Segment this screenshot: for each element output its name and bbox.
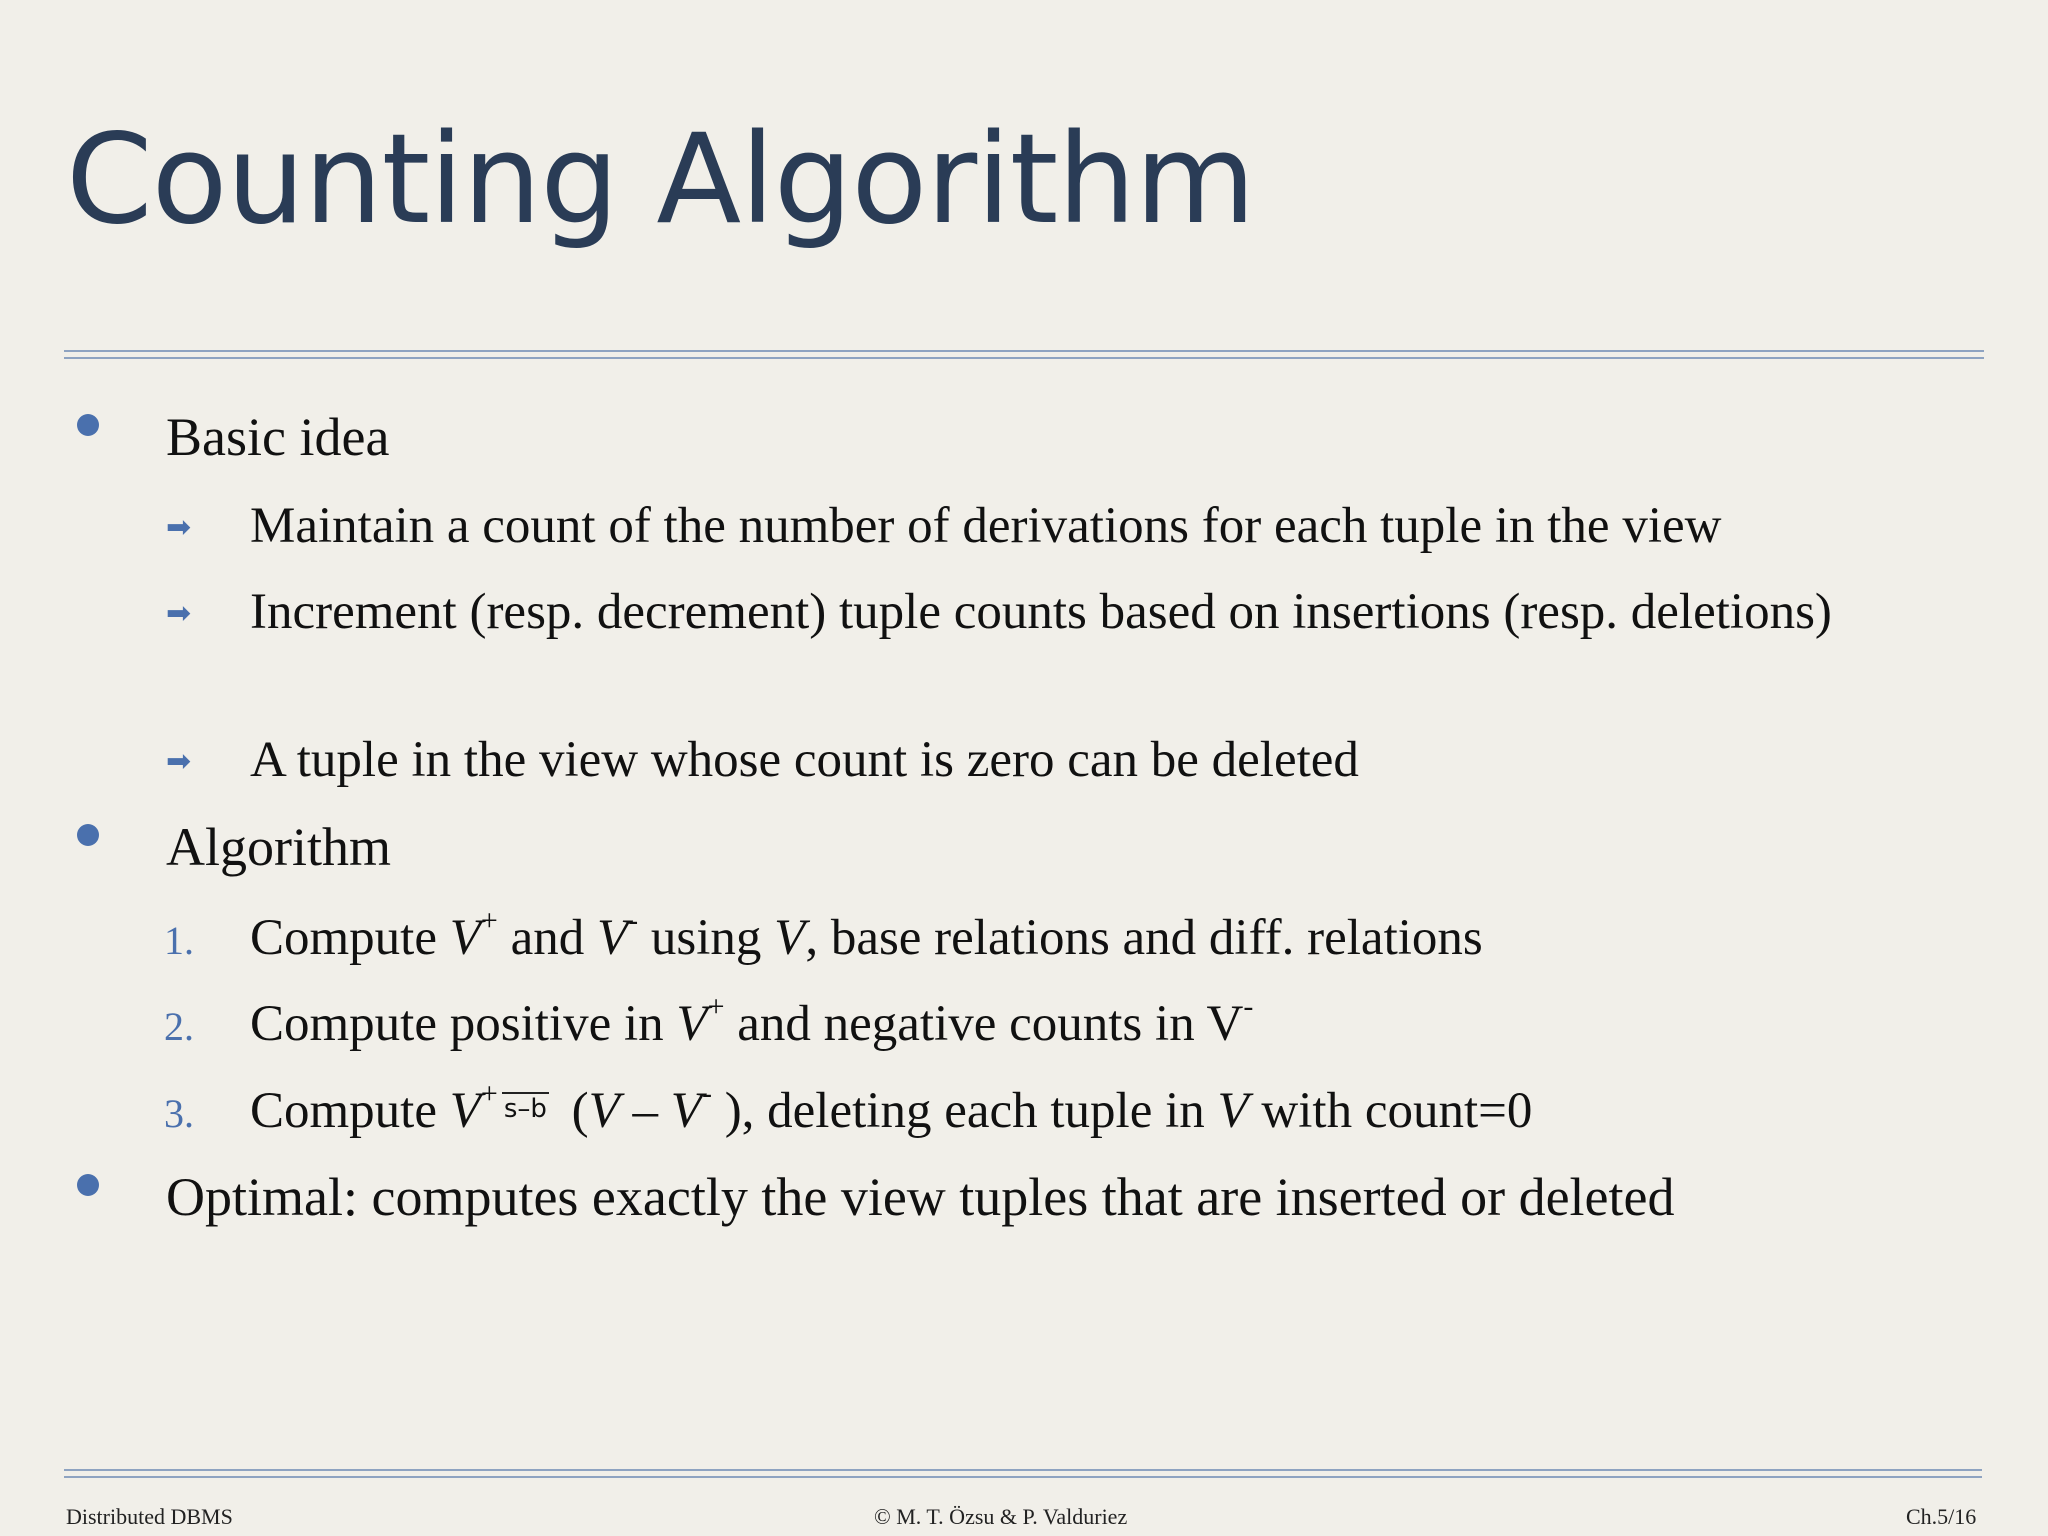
sub-bullet-delete-zero: A tuple in the view whose count is zero can be deleted (250, 732, 1359, 788)
bullet-dot-icon (77, 824, 99, 846)
arrow-bullet-icon: ➡ (166, 596, 192, 631)
title-rule-bottom (64, 357, 1984, 359)
footer-rule-top (64, 1469, 1982, 1471)
bullet-basic-idea: Basic idea (166, 407, 390, 467)
bullet-dot-icon (77, 414, 99, 436)
title-rule-top (64, 350, 1984, 352)
algorithm-step-1: Compute V+ and V- using V, base relations and diff. relations (250, 904, 1483, 966)
sub-bullet-maintain-count: Maintain a count of the number of derivations for each tuple in the view (250, 498, 1722, 554)
sub-bullet-increment-counts: Increment (resp. decrement) tuple counts based on insertions (resp. deletions) (250, 584, 1832, 640)
slide-title: Counting Algorithm (66, 108, 1255, 252)
footer-rule-bottom (64, 1476, 1982, 1478)
algorithm-step-2: Compute positive in V+ and negative counts in V- (250, 990, 1254, 1052)
footer-course: Distributed DBMS (66, 1504, 233, 1529)
step-number: 3. (164, 1091, 194, 1136)
bullet-optimal: Optimal: computes exactly the view tuples that are inserted or deleted (166, 1167, 1675, 1227)
step-number: 2. (164, 1004, 194, 1049)
bullet-algorithm: Algorithm (166, 817, 391, 877)
step-number: 1. (164, 918, 194, 963)
footer-page-number: Ch.5/16 (1906, 1504, 1977, 1529)
arrow-bullet-icon: ➡ (166, 744, 192, 779)
bullet-dot-icon (77, 1174, 99, 1196)
arrow-bullet-icon: ➡ (166, 510, 192, 545)
semijoin-operator: s–b (503, 1094, 547, 1124)
footer-copyright: © M. T. Özsu & P. Valduriez (874, 1504, 1128, 1529)
algorithm-step-3: Compute V+ s–b (V – V- ), deleting each tuple in V with count=0 (250, 1077, 1533, 1139)
